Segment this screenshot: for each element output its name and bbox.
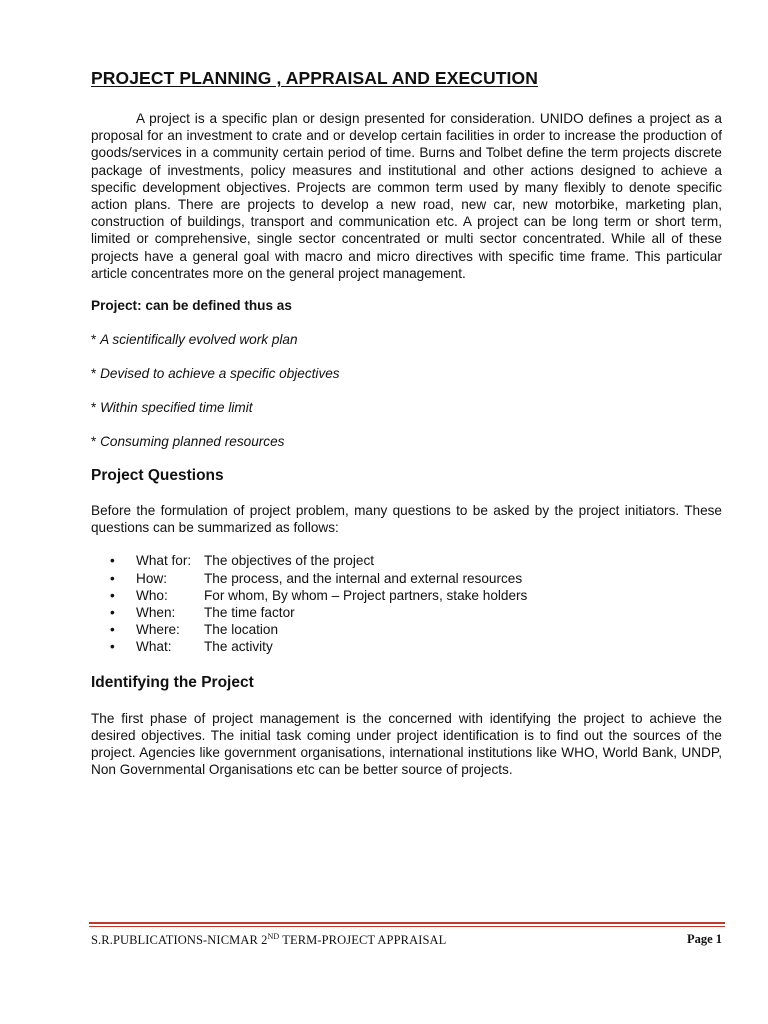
bullet-icon: • <box>110 605 115 621</box>
section-heading-identifying: Identifying the Project <box>91 673 254 691</box>
bullet-icon: • <box>110 587 115 603</box>
list-item: • Where: The location <box>110 622 279 638</box>
section-heading-questions: Project Questions <box>91 467 224 485</box>
bullet-icon: • <box>110 622 115 638</box>
footer-rule-thin <box>89 926 725 927</box>
footer-publication: S.R.PUBLICATIONS-NICMAR 2ND TERM-PROJECT APPRAISAL <box>91 932 447 948</box>
list-item: • When: The time factor <box>110 605 295 621</box>
definition-heading: Project: can be defined thus as <box>91 298 292 314</box>
questions-intro: Before the formulation of project problem, many questions to be asked by the project initiators. These questions can be summarized as follows: <box>91 503 722 536</box>
page-number: Page 1 <box>686 932 722 946</box>
bullet-icon: • <box>110 570 115 586</box>
list-item: • Who: For whom, By whom – Project partners, stake holders <box>110 587 528 603</box>
definition-item: * Devised to achieve a specific objectives <box>91 366 340 382</box>
definition-item: * Consuming planned resources <box>91 434 285 450</box>
identifying-paragraph: The first phase of project management is the concerned with identifying the project to achieve the desired objectives. The initial task coming under project identification is to find out the sources of the project. Agencies like government organisations, international institutions like WHO, World Bank, UNDP, Non Governmental Organisations etc can be better source of projects. <box>91 710 722 778</box>
definition-item: * A scientifically evolved work plan <box>91 332 298 348</box>
intro-paragraph: A project is a specific plan or design presented for consideration. UNIDO defines a project as a proposal for an investment to crate and or develop certain facilities in order to increase the production of goods/services in a community certain period of time. Burns and Tolbet define the term projects discrete package of investments, policy measures and institutional and other actions designed to achieve a specific development objectives. Projects are common term used by many flexibly to denote specific action plans. There are projects to develop a new road, new car, new motorbike, marketing plan, construction of buildings, transport and communication etc. A project can be long term or short term, limited or comprehensive, single sector concentrated or multi sector concentrated. While all of these projects have a general goal with macro and micro directives with specific time frame. This particular article concentrates more on the general project management. <box>91 111 722 281</box>
footer-rule <box>89 922 725 924</box>
list-item: • How: The process, and the internal and external resources <box>110 570 523 586</box>
bullet-icon: • <box>110 553 115 569</box>
definition-item: * Within specified time limit <box>91 400 253 416</box>
questions-list <box>91 552 722 655</box>
list-item: • What for: The objectives of the project <box>110 553 375 569</box>
bullet-icon: • <box>110 639 115 655</box>
page-title: PROJECT PLANNING , APPRAISAL AND EXECUTION <box>91 68 538 88</box>
list-item: • What: The activity <box>110 639 273 655</box>
document-page <box>91 66 722 778</box>
